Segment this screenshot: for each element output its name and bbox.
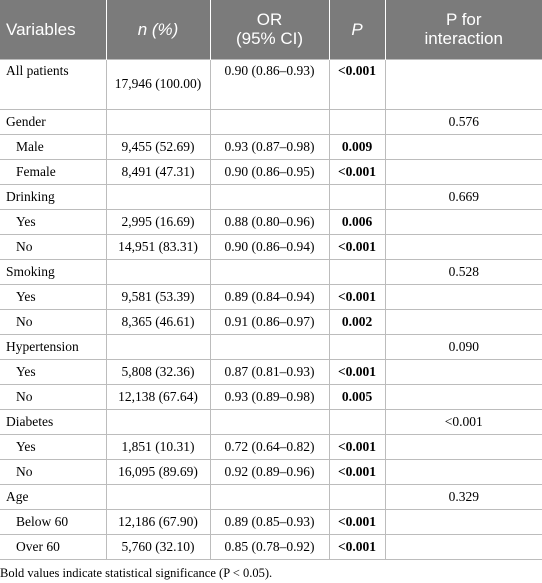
cell-p-interaction [385,434,542,459]
cell-p-interaction [385,459,542,484]
table-row [0,234,542,259]
cell-n-percent [106,334,210,359]
header-or-ci: OR (95% CI) [210,0,329,59]
cell-n-percent [106,184,210,209]
cell-p-value [329,409,385,434]
table-row [0,134,542,159]
cell-p-interaction: 0.528 [385,259,542,284]
cell-n-percent: 12,138 (67.64) [106,384,210,409]
cell-p-interaction [385,534,542,559]
cell-p-interaction [385,284,542,309]
cell-variable: Smoking [0,259,106,284]
cell-or-ci [210,259,329,284]
cell-or-ci [210,409,329,434]
cell-p-value [329,109,385,134]
cell-variable: No [0,309,106,334]
cell-variable: Female [0,159,106,184]
cell-p-value: <0.001 [329,359,385,384]
cell-or-ci: 0.87 (0.81–0.93) [210,359,329,384]
cell-p-value: <0.001 [329,284,385,309]
table-row [0,59,542,109]
cell-p-value: <0.001 [329,459,385,484]
cell-or-ci: 0.93 (0.87–0.98) [210,134,329,159]
table-row [0,409,542,434]
cell-p-interaction [385,209,542,234]
cell-or-ci [210,184,329,209]
table-row [0,484,542,509]
cell-variable: Yes [0,284,106,309]
cell-n-percent: 14,951 (83.31) [106,234,210,259]
cell-or-ci: 0.93 (0.89–0.98) [210,384,329,409]
cell-n-percent [106,259,210,284]
cell-n-percent: 9,455 (52.69) [106,134,210,159]
cell-variable: Hypertension [0,334,106,359]
cell-variable: Age [0,484,106,509]
cell-variable: Drinking [0,184,106,209]
table-row [0,209,542,234]
cell-p-interaction: 0.669 [385,184,542,209]
header-variables: Variables [6,19,76,39]
cell-p-value: <0.001 [329,434,385,459]
cell-p-value [329,334,385,359]
table-row [0,309,542,334]
cell-p-value [329,259,385,284]
cell-variable: Yes [0,434,106,459]
cell-n-percent [106,109,210,134]
cell-n-percent: 5,760 (32.10) [106,534,210,559]
cell-n-percent: 12,186 (67.90) [106,509,210,534]
cell-or-ci: 0.72 (0.64–0.82) [210,434,329,459]
cell-p-interaction [385,384,542,409]
table-row [0,459,542,484]
cell-p-value: <0.001 [329,59,385,109]
cell-n-percent: 17,946 (100.00) [106,59,210,109]
table-row [0,184,542,209]
cell-p-interaction [385,134,542,159]
cell-p-value: 0.009 [329,134,385,159]
header-p-interaction: P for interaction [385,0,542,59]
cell-n-percent [106,409,210,434]
cell-variable: No [0,459,106,484]
cell-variable: Gender [0,109,106,134]
table-row [0,359,542,384]
cell-or-ci: 0.85 (0.78–0.92) [210,534,329,559]
cell-variable: No [0,234,106,259]
cell-p-interaction [385,234,542,259]
cell-p-value: <0.001 [329,509,385,534]
cell-p-interaction [385,59,542,109]
header-p: P [329,0,385,59]
cell-variable: All patients [0,59,106,109]
cell-p-value: 0.006 [329,209,385,234]
cell-p-value: 0.005 [329,384,385,409]
table-header-row [0,0,542,59]
cell-n-percent: 16,095 (89.69) [106,459,210,484]
cell-variable: No [0,384,106,409]
table-row [0,259,542,284]
table-row [0,159,542,184]
cell-or-ci: 0.89 (0.85–0.93) [210,509,329,534]
cell-p-interaction [385,309,542,334]
cell-n-percent: 8,365 (46.61) [106,309,210,334]
cell-n-percent [106,484,210,509]
cell-n-percent: 9,581 (53.39) [106,284,210,309]
cell-or-ci: 0.88 (0.80–0.96) [210,209,329,234]
table-row [0,509,542,534]
cell-n-percent: 8,491 (47.31) [106,159,210,184]
cell-or-ci [210,109,329,134]
cell-p-value [329,484,385,509]
table-row [0,109,542,134]
cell-n-percent: 5,808 (32.36) [106,359,210,384]
table-footnote: Bold values indicate statistical significance (P < 0.05). [0,566,273,580]
cell-variable: Below 60 [0,509,106,534]
cell-p-value: <0.001 [329,534,385,559]
cell-p-interaction: <0.001 [385,409,542,434]
table-row [0,534,542,559]
cell-p-value: <0.001 [329,234,385,259]
table-row [0,384,542,409]
cell-p-value [329,184,385,209]
cell-or-ci: 0.90 (0.86–0.93) [210,59,329,109]
table-row [0,334,542,359]
cell-or-ci [210,334,329,359]
cell-or-ci: 0.90 (0.86–0.94) [210,234,329,259]
cell-or-ci: 0.91 (0.86–0.97) [210,309,329,334]
cell-p-interaction: 0.576 [385,109,542,134]
cell-p-value: <0.001 [329,159,385,184]
cell-variable: Diabetes [0,409,106,434]
cell-p-interaction [385,509,542,534]
cell-variable: Yes [0,359,106,384]
cell-p-interaction: 0.329 [385,484,542,509]
table-row [0,434,542,459]
cell-or-ci: 0.89 (0.84–0.94) [210,284,329,309]
cell-p-value: 0.002 [329,309,385,334]
cell-n-percent: 2,995 (16.69) [106,209,210,234]
cell-p-interaction [385,359,542,384]
cell-or-ci: 0.90 (0.86–0.95) [210,159,329,184]
cell-variable: Male [0,134,106,159]
cell-n-percent: 1,851 (10.31) [106,434,210,459]
cell-p-interaction: 0.090 [385,334,542,359]
cell-variable: Over 60 [0,534,106,559]
table-row [0,284,542,309]
header-n-percent: n (%) [106,0,210,59]
cell-p-interaction [385,159,542,184]
cell-or-ci [210,484,329,509]
cell-variable: Yes [0,209,106,234]
cell-or-ci: 0.92 (0.89–0.96) [210,459,329,484]
